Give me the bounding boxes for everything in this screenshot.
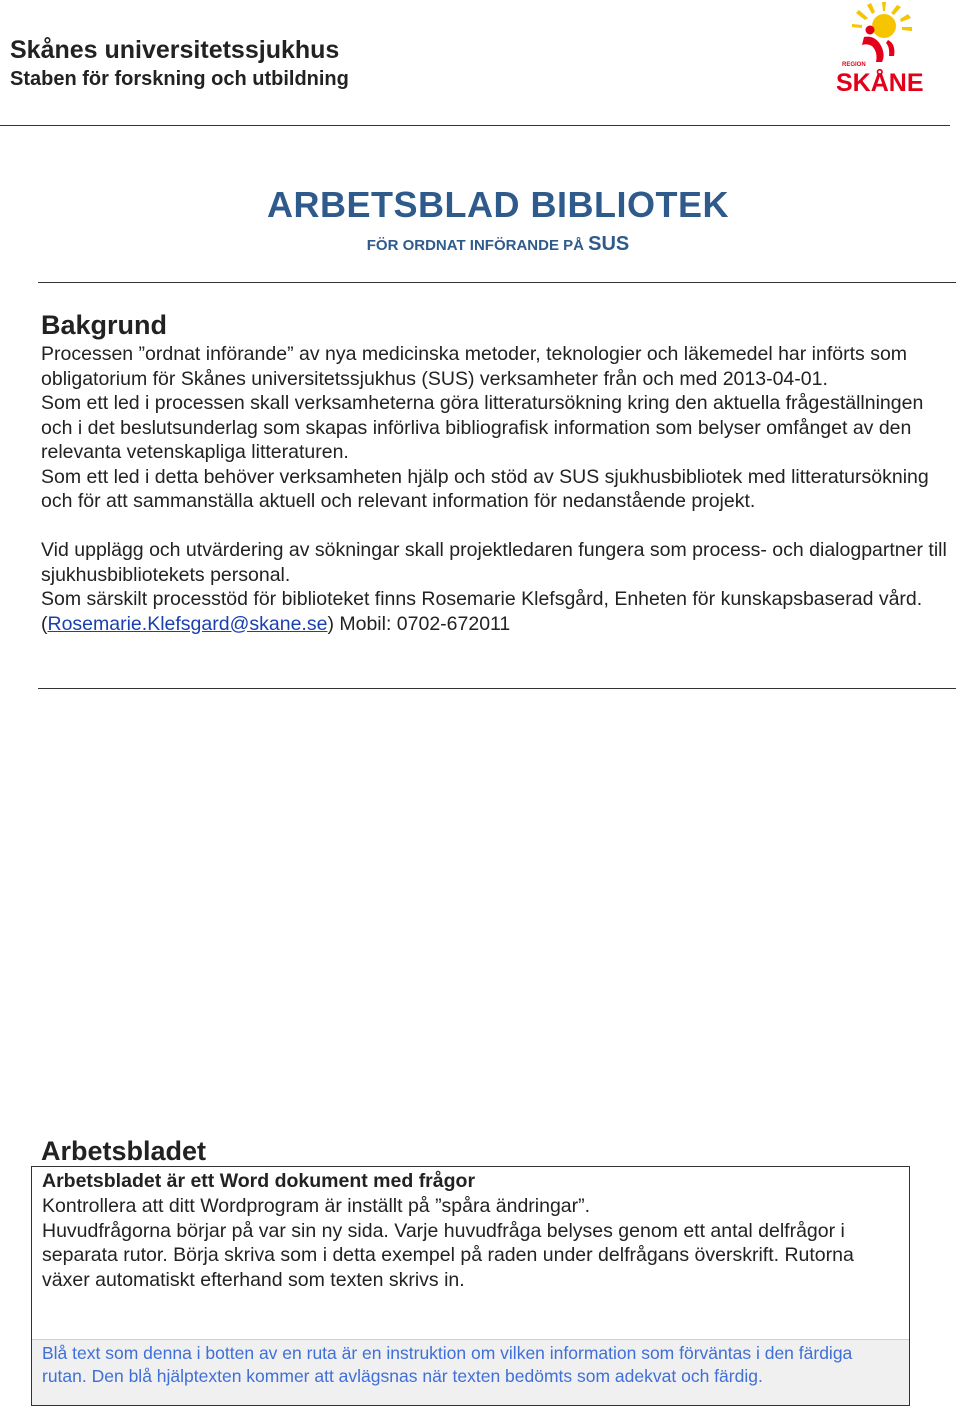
- blue-hint-text[interactable]: Blå text som denna i botten av en ruta är en instruktion om vilken information som förväntas i den färdiga rutan. Den blå hjälptexten kommer att avlägsnas när texten bedömts som adekvat och färdig.: [32, 1339, 909, 1405]
- subtitle-text: FÖR ORDNAT INFÖRANDE PÅ: [366, 237, 589, 254]
- title-divider: [38, 282, 956, 283]
- section-heading-arbetsbladet: Arbetsbladet: [41, 1136, 207, 1166]
- background-paragraph: Processen ”ordnat införande” av nya medicinska metoder, teknologier och läkemedel har införts som obligatorium för Skånes universitetssjukhus (SUS) verksamheter från och med 2013-04-01.: [41, 343, 908, 390]
- background-paragraph: Som ett led i processen skall verksamheterna göra litteratursökning kring den aktuella frågeställningen och i det beslutsunderlag som skapas införliva bibliografisk information som belyser omfånget av den relevanta vetenskapliga litteraturen.: [41, 392, 924, 463]
- header-divider: [0, 125, 950, 126]
- organization-unit: Staben för forskning och utbildning: [10, 68, 349, 90]
- logo-small-text: REGION: [842, 62, 866, 68]
- info-box-line: Huvudfrågorna börjar på var sin ny sida. Varje huvudfråga belyses genom ett antal delfrågor i separata rutor. Börja skriva som i detta exempel på raden under delfrågans överskrift. Rutorna växer automatiskt efterhand som texten skrivs in.: [42, 1219, 854, 1291]
- background-text: [41, 342, 953, 636]
- background-paragraph: Som ett led i detta behöver verksamheten hjälp och stöd av SUS sjukhusbibliotek med litteratursökning och för att sammanställa aktuell och relevant information för nedanstående projekt.: [41, 465, 929, 512]
- contact-phone: ) Mobil: 0702-672011: [327, 612, 511, 635]
- subtitle-sus: SUS: [588, 233, 630, 255]
- organization-name: Skånes universitetssjukhus: [10, 36, 340, 64]
- logo-wordmark: SKÅNE: [836, 69, 924, 96]
- section-heading-bakgrund: Bakgrund: [41, 310, 168, 340]
- background-paragraph: Vid upplägg och utvärdering av sökningar skall projektledaren fungera som process- och dialogpartner till sjukhusbibliotekets personal.: [41, 539, 947, 586]
- paragraph-gap: [41, 514, 953, 539]
- info-box-line: Kontrollera att ditt Wordprogram är inställt på ”spåra ändringar”.: [42, 1195, 591, 1217]
- contact-paragraph: [41, 587, 953, 636]
- section-divider: [38, 688, 956, 689]
- info-box-lead: Arbetsbladet är ett Word dokument med frågor: [42, 1170, 476, 1192]
- document-title: ARBETSBLAD BIBLIOTEK: [267, 184, 729, 225]
- email-link[interactable]: Rosemarie.Klefsgard@skane.se: [47, 612, 328, 635]
- worksheet-info-box: [31, 1166, 910, 1406]
- info-box-text: [42, 1194, 902, 1292]
- sun-icon: [852, 2, 912, 38]
- contact-text: Som särskilt processtöd för biblioteket finns Rosemarie Klefsgård, Enheten för kunskapsbaserad vård. (: [41, 588, 923, 635]
- region-skane-logo: [834, 0, 934, 96]
- document-subtitle: [0, 233, 960, 256]
